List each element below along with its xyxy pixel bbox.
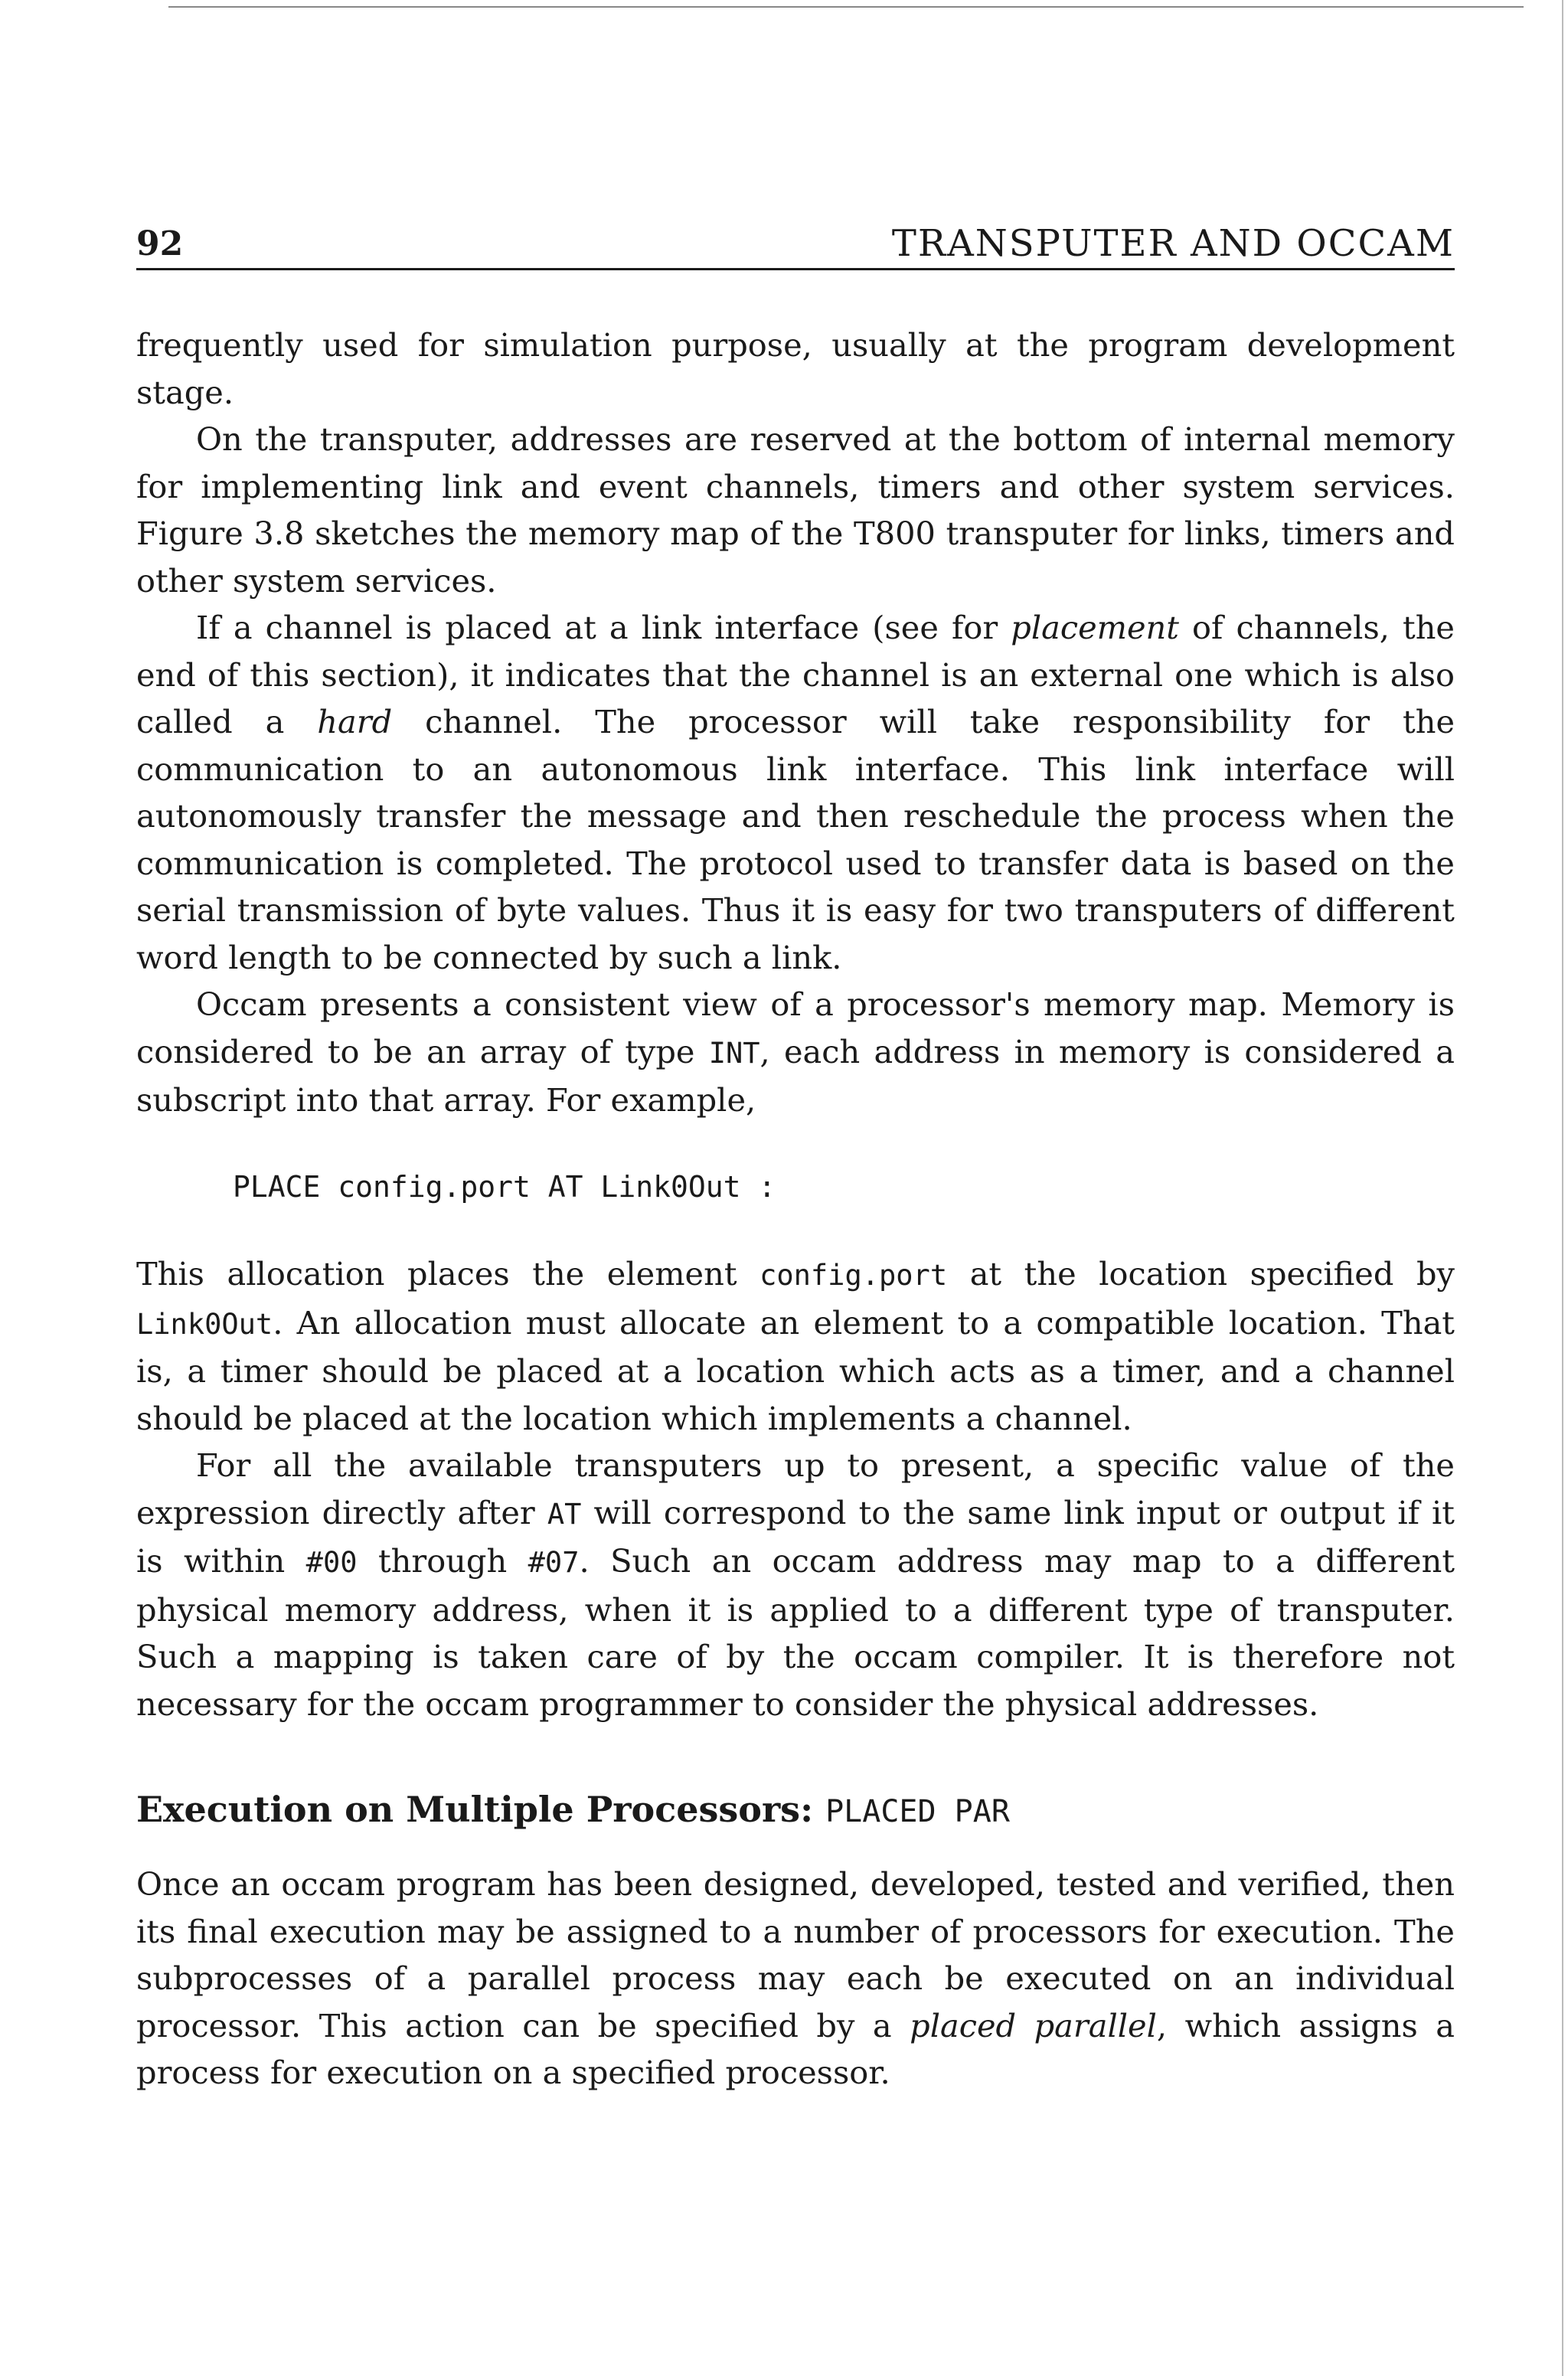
text-run: channel. The processor will take responsibility for the communication to an autonomous link interface. This link interface will autonomously transfer the message and then reschedule the process when the communication is completed. The protocol used to transfer data is based on the serial transmission of byte values. Thus it is easy for two transputers of different word length to be connected by such a link.	[136, 703, 1455, 976]
paragraph-4	[136, 981, 1455, 1124]
text-run: If a channel is placed at a link interface (see for	[196, 609, 1011, 646]
inline-code: AT	[547, 1497, 582, 1531]
text-run: , each address in memory is considered a subscript into that array. For example,	[136, 1032, 1455, 1119]
page-header	[136, 208, 1455, 270]
text-run: through	[357, 1542, 528, 1580]
text-run: at the location specified by	[947, 1255, 1455, 1293]
paragraph-2-text: On the transputer, addresses are reserved at the bottom of internal memory for implementing link and event channels, timers and other system services. Figure 3.8 sketches the memory map of the T800 transputer for links, timers and other system services.	[136, 420, 1455, 600]
emphasis-placed-parallel: placed parallel	[910, 2006, 1157, 2044]
text-run: of channels, the end of this section), it indicates that the channel is an external one which is also called a	[136, 609, 1455, 740]
paragraph-5	[136, 1250, 1455, 1442]
paragraph-1-text: frequently used for simulation purpose, usually at the program development stage.	[136, 326, 1455, 411]
scan-right-edge	[1562, 0, 1563, 2376]
text-run: . Such an occam address may map to a different physical memory address, when it is applied to a different type of transputer. Such a mapping is taken care of by the occam compiler. It is therefore not necessary for the occam programmer to consider the physical addresses.	[136, 1542, 1455, 1723]
paragraph-2	[136, 416, 1455, 604]
paragraph-7	[136, 1861, 1455, 2097]
text-run: . An allocation must allocate an element to a compatible location. That is, a timer should be placed at a location which acts as a timer, and a channel should be placed at the location which implements a channel.	[136, 1303, 1455, 1437]
text-run: This allocation places the element	[136, 1255, 760, 1293]
section-heading	[136, 1789, 1455, 1830]
inline-code: Link0Out	[136, 1307, 273, 1341]
code-block	[233, 1164, 1455, 1211]
running-head: TRANSPUTER AND OCCAM	[891, 222, 1455, 265]
text-run: , which assigns a process for execution on a specified processor.	[136, 2006, 1455, 2091]
text-run: Once an occam program has been designed, developed, tested and verified, then its final execution may be assigned to a number of processors for execution. The subprocesses of a parallel process may each be executed on an individual processor. This action can be specified by a	[136, 1865, 1455, 2044]
emphasis-hard: hard	[317, 703, 393, 740]
page-body	[136, 322, 1455, 2097]
text-run: will correspond to the same link input or output if it is within	[136, 1493, 1455, 1580]
scan-top-edge	[168, 6, 1524, 8]
inline-code: #07	[528, 1546, 580, 1579]
inline-code: INT	[708, 1036, 760, 1070]
paragraph-6	[136, 1442, 1455, 1727]
inline-code: #00	[305, 1546, 358, 1579]
text-run: Occam presents a consistent view of a processor's memory map. Memory is considered to be an array of type	[136, 985, 1455, 1070]
inline-code: config.port	[760, 1259, 948, 1292]
section-title: Execution on Multiple Processors:	[136, 1789, 826, 1830]
paragraph-3	[136, 604, 1455, 981]
emphasis-placement: placement	[1011, 609, 1179, 646]
section-title-code: PLACED PAR	[825, 1794, 1010, 1829]
text-run: For all the available transputers up to present, a specific value of the expression directly after	[136, 1446, 1455, 1531]
page-number: 92	[136, 224, 184, 263]
paragraph-1	[136, 322, 1455, 416]
code-line: PLACE config.port AT Link0Out :	[233, 1169, 776, 1204]
